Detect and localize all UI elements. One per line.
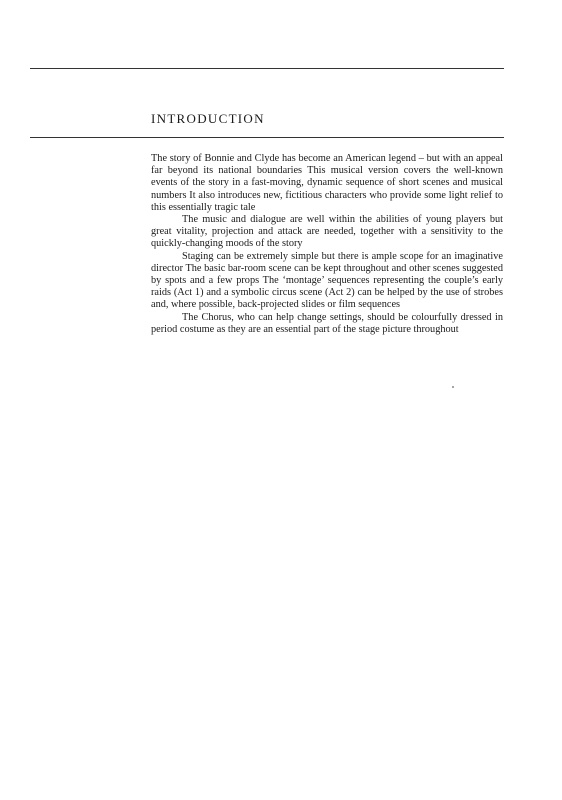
paragraph-1: The story of Bonnie and Clyde has become an American legend – but with an appeal far beyond its national boundaries This musical version covers the well-known events of the story in a fast-moving, dynamic sequence of short scenes and musical numbers It also introduces new, fictitious characters who provide some light relief to this essentially tragic tale xyxy=(151,153,503,213)
paragraph-4: The Chorus, who can help change settings, should be colourfully dressed in period costume as they are an essential part of the stage picture throughout xyxy=(151,311,503,335)
heading-rule xyxy=(30,137,504,138)
section-heading: INTRODUCTION xyxy=(151,111,265,126)
scan-speck xyxy=(452,386,454,388)
body-text xyxy=(151,153,503,336)
top-rule xyxy=(30,68,504,69)
paragraph-2: The music and dialogue are well within the abilities of young players but great vitality, projection and attack are needed, together with a sensitivity to the quickly-changing moods of the story xyxy=(151,214,503,250)
paragraph-3: Staging can be extremely simple but there is ample scope for an imaginative director The basic bar-room scene can be kept throughout and other scenes suggested by spots and a few props The ‘montage’ sequences representing the couple’s early raids (Act 1) and a symbolic circus scene (Act 2) can be helped by the use of strobes and, where possible, back-projected slides or film sequences xyxy=(151,250,503,311)
